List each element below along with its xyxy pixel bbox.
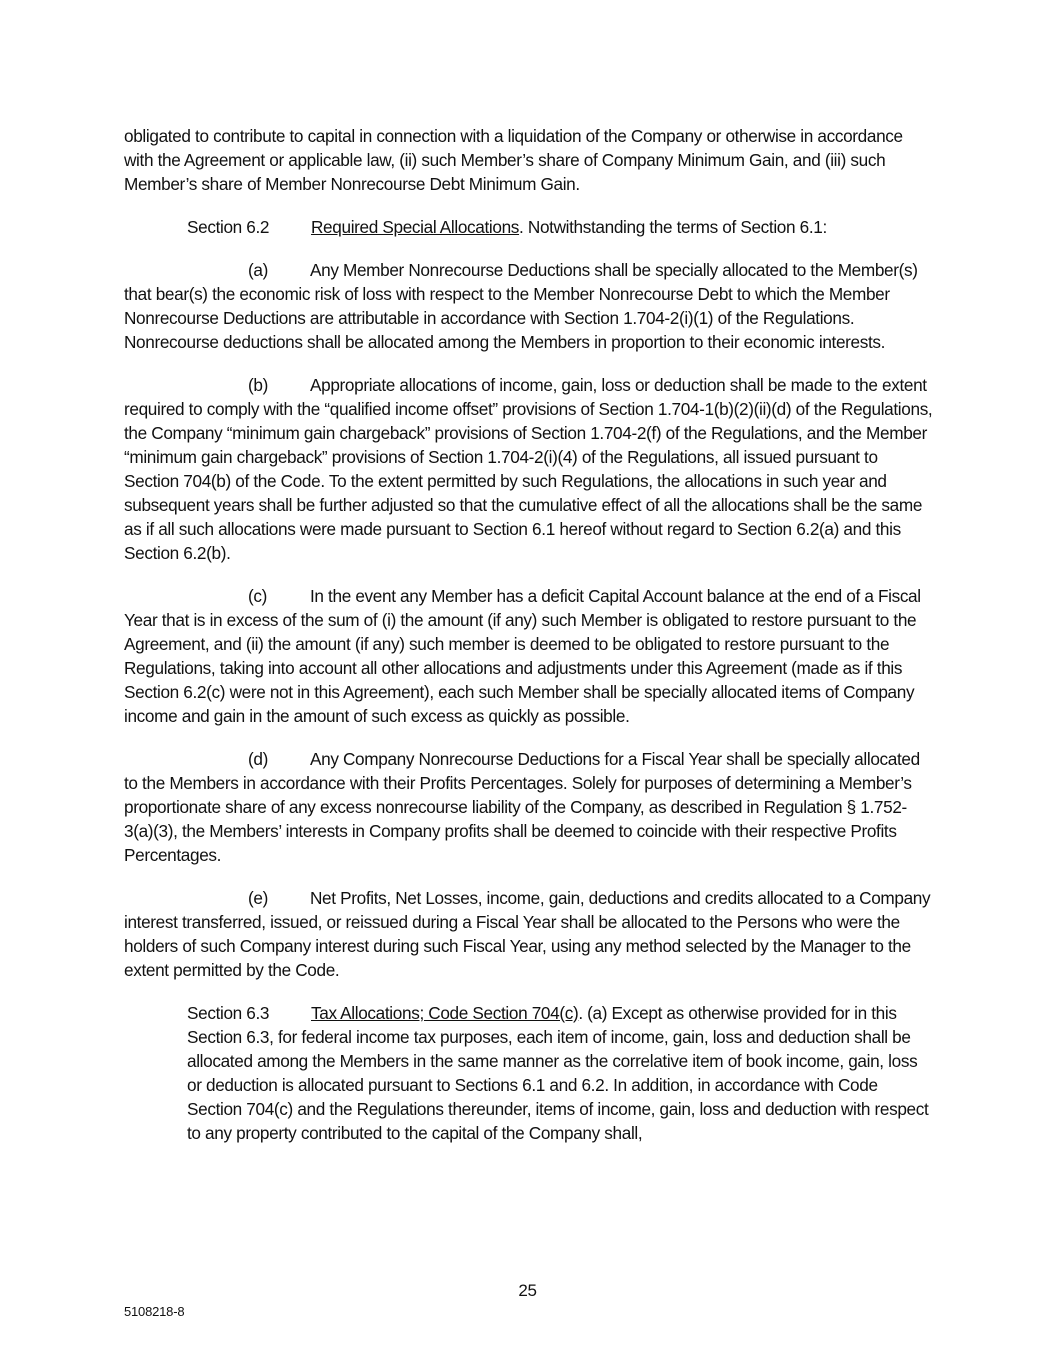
subsection-d-text: Any Company Nonrecourse Deductions for a Fiscal Year shall be specially allocated to the Members in accordance with their Profits Percentages. Solely for purposes of determining a Member’s proportionate share of any excess nonrecourse liability of the Company, as described in Regulation § 1.752-3(a)(3), the Members’ interests in Company profits shall be deemed to coincide with their respective Profits Percentages. [124,749,920,865]
section-6-2-title: Required Special Allocations [311,217,520,237]
subsection-c-label: (c) [248,586,267,606]
subsection-b [124,373,936,565]
subsection-e-label: (e) [248,888,268,908]
subsection-d-label: (d) [248,749,268,769]
subsection-c-text: In the event any Member has a deficit Capital Account balance at the end of a Fiscal Year that is in excess of the sum of (i) the amount (if any) such Member is obligated to restore pursuant to the Agreement, and (ii) the amount (if any) such member is deemed to be obligated to restore pursuant to the Regulations, taking into account all other allocations and adjustments under this Agreement (made as if this Section 6.2(c) were not in this Agreement), each such Member shall be specially allocated items of Company income and gain in the amount of such excess as quickly as possible. [124,586,921,726]
section-6-3-number: Section 6.3 [187,1003,270,1023]
subsection-d [124,747,936,867]
section-6-2-heading [124,215,936,239]
subsection-a [124,258,936,354]
subsection-e [124,886,936,982]
subsection-b-text: Appropriate allocations of income, gain, loss or deduction shall be made to the extent required to comply with the “qualified income offset” provisions of Section 1.704-1(b)(2)(ii)(d) of the Regulations, the Company “minimum gain chargeback” provisions of Section 1.704-2(f) of the Regulations, and the Member “minimum gain chargeback” provisions of Section 1.704-2(i)(4) of the Regulations, all issued pursuant to Section 704(b) of the Code. To the extent permitted by such Regulations, the allocations in such year and subsequent years shall be further adjusted so that the cumulative effect of all the allocations shall be the same as if all such allocations were made pursuant to Section 6.1 hereof without regard to Section 6.2(a) and this Section 6.2(b). [124,375,933,563]
subsection-c [124,584,936,728]
subsection-b-label: (b) [248,375,268,395]
section-6-3-text: . (a) Except as otherwise provided for in this Section 6.3, for federal income tax purposes, each item of income, gain, loss and deduction shall be allocated among the Members in the same manner as the correlative item of book income, gain, loss or deduction is allocated pursuant to Sections 6.1 and 6.2. In addition, in accordance with Code Section 704(c) and the Regulations thereunder, items of income, gain, loss and deduction with respect to any property contributed to the capital of the Company shall, [187,1003,929,1143]
section-6-2-text: . Notwithstanding the terms of Section 6.1: [519,217,827,237]
page-number: 25 [518,1281,537,1300]
section-6-3-heading [124,1001,936,1145]
document-id: 5108218-8 [124,1304,185,1319]
document-body [124,124,936,1164]
subsection-a-label: (a) [248,260,268,280]
intro-paragraph: obligated to contribute to capital in connection with a liquidation of the Company or otherwise in accordance with the Agreement or applicable law, (ii) such Member’s share of Company Minimum Gain, and (iii) such Member’s share of Member Nonrecourse Debt Minimum Gain. [124,126,903,194]
section-6-2-number: Section 6.2 [187,217,270,237]
section-6-3-title: Tax Allocations; Code Section 704(c) [311,1003,579,1023]
subsection-a-text: Any Member Nonrecourse Deductions shall be specially allocated to the Member(s) that bear(s) the economic risk of loss with respect to the Member Nonrecourse Debt to which the Member Nonrecourse Deductions are attributable in accordance with Section 1.704-2(i)(1) of the Regulations. Nonrecourse deductions shall be allocated among the Members in proportion to their economic interests. [124,260,918,352]
subsection-e-text: Net Profits, Net Losses, income, gain, deductions and credits allocated to a Company interest transferred, issued, or reissued during a Fiscal Year shall be allocated to the Persons who were the holders of such Company interest during such Fiscal Year, using any method selected by the Manager to the extent permitted by the Code. [124,888,931,980]
